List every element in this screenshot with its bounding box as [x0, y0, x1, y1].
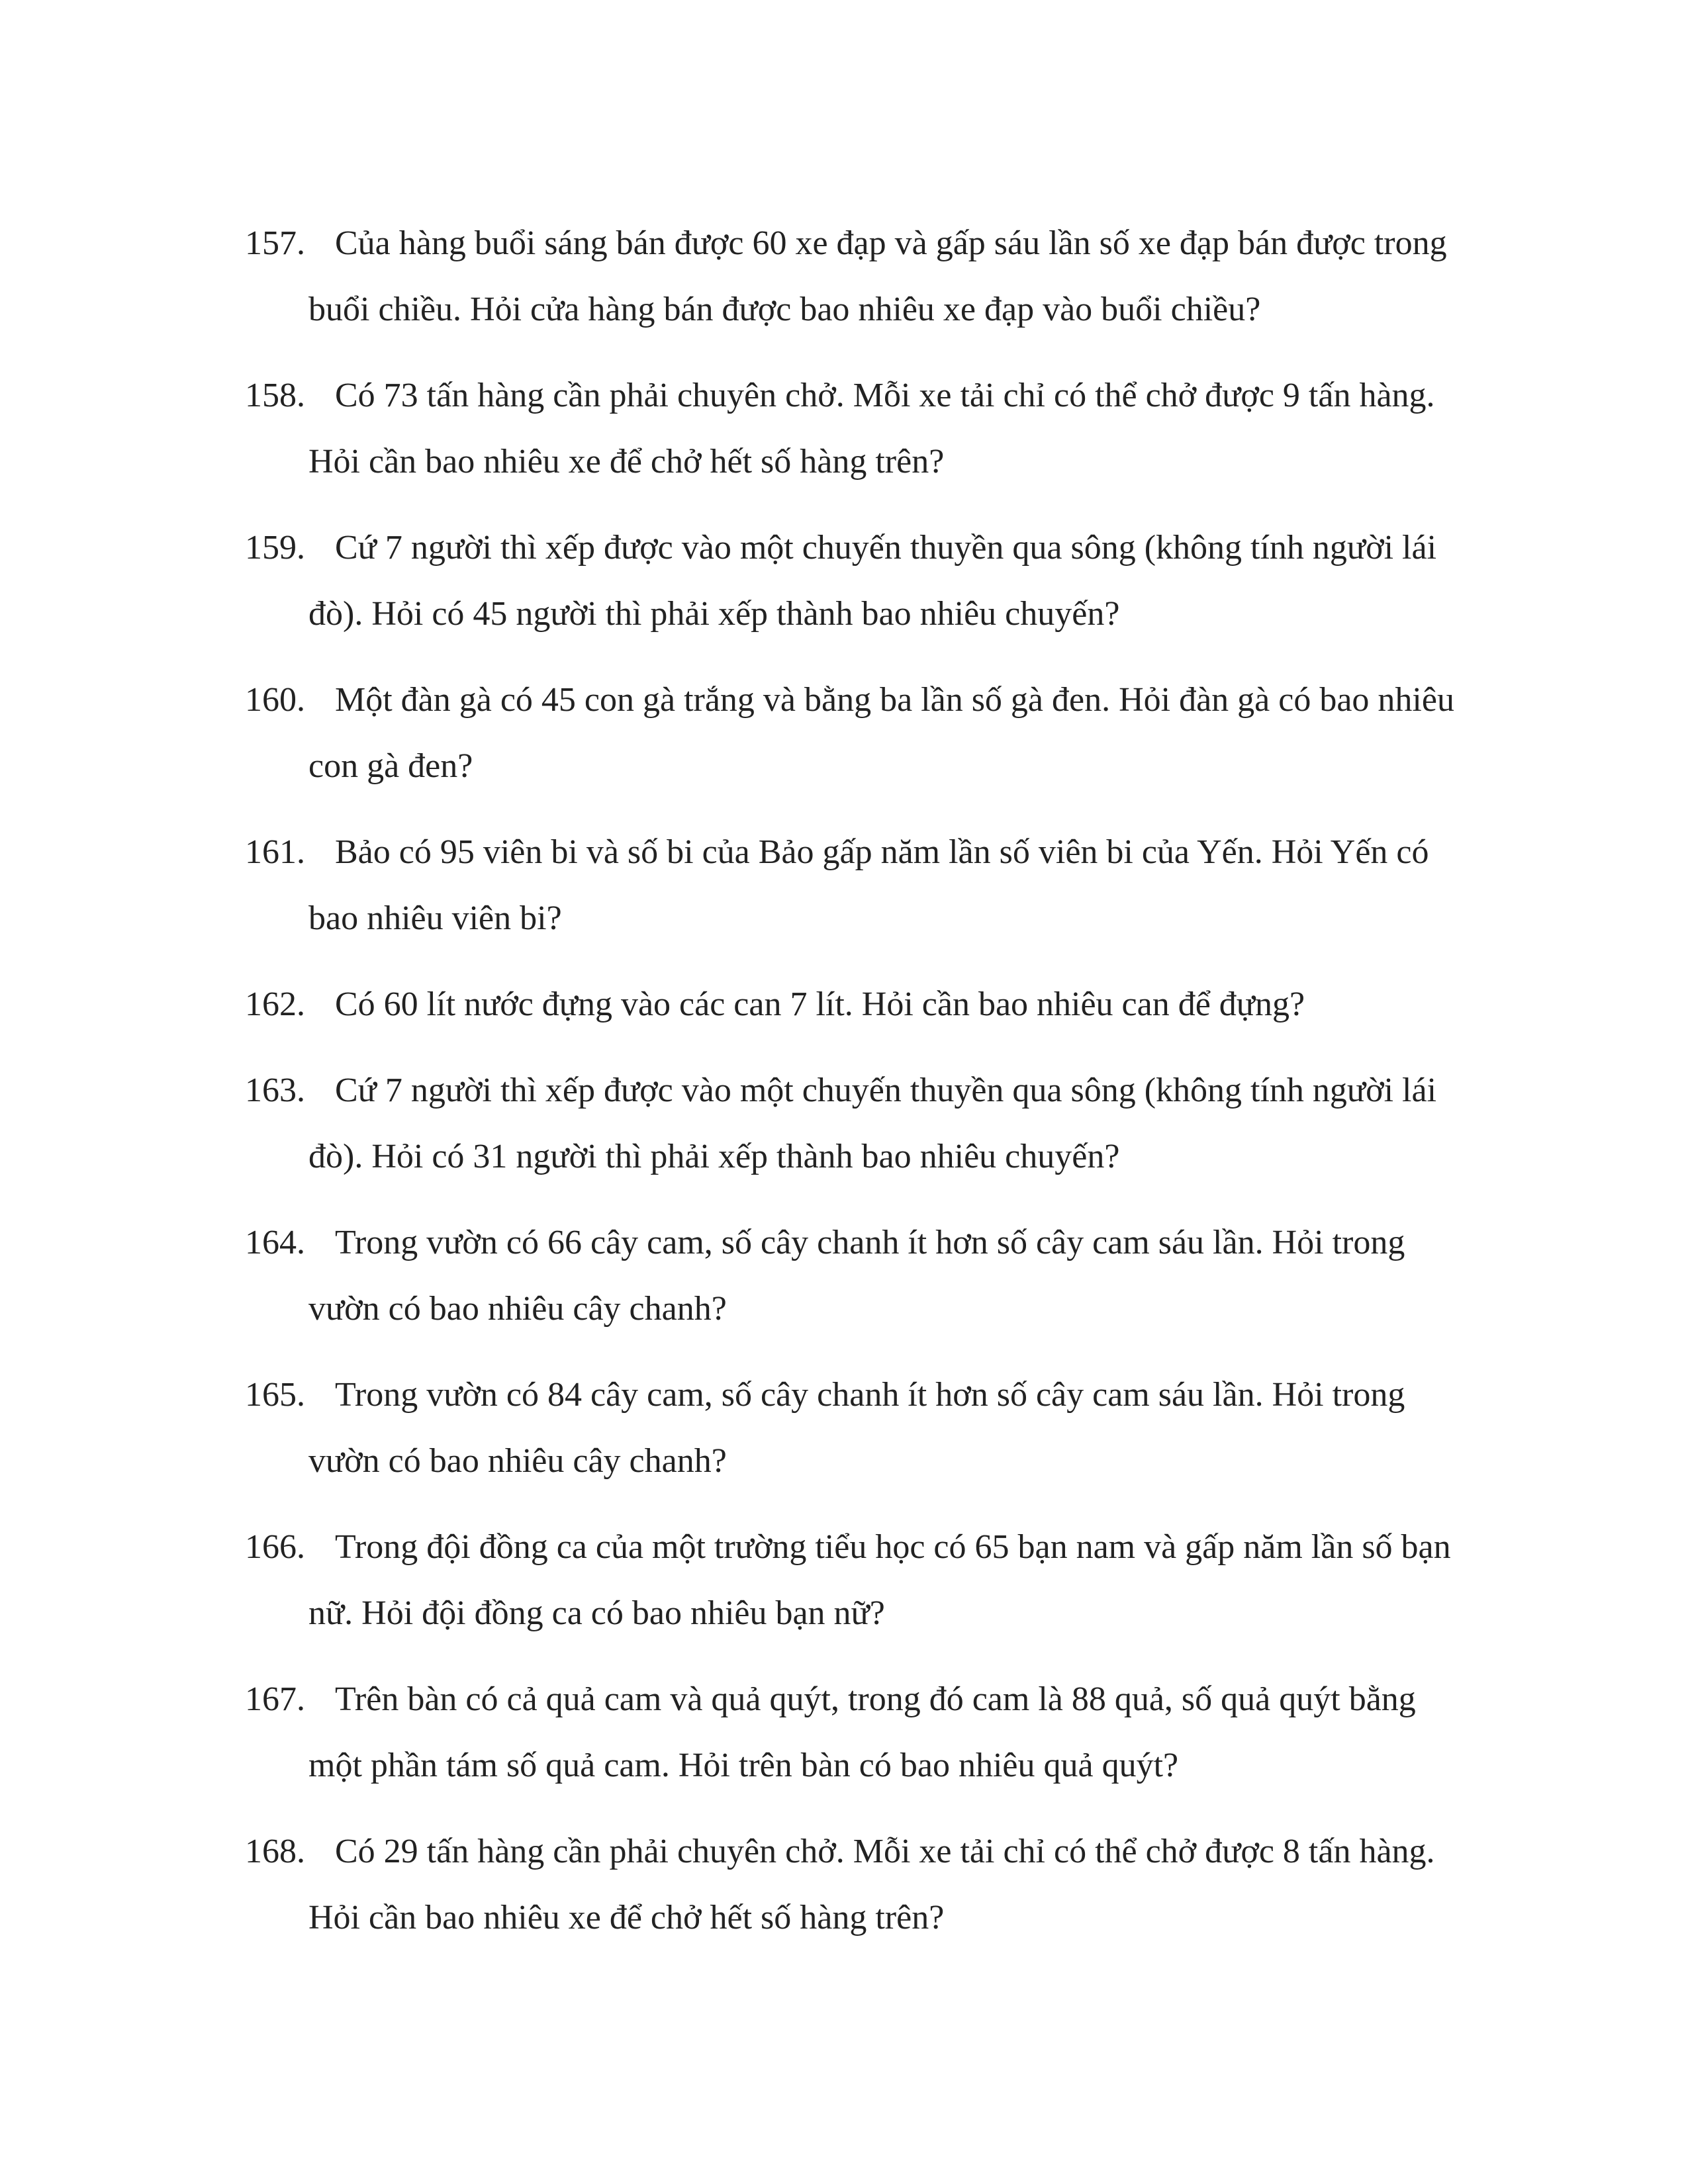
problem-line: con gà đen?: [308, 747, 473, 785]
problem-number: 164.: [245, 1224, 305, 1261]
problem-text: [308, 210, 1489, 343]
problem-item: [245, 1362, 1489, 1494]
problem-line: Của hàng buổi sáng bán được 60 xe đạp và gấp sáu lần số xe đạp bán được trong: [335, 224, 1447, 262]
problem-line: Một đàn gà có 45 con gà trắng và bằng ba lần số gà đen. Hỏi đàn gà có bao nhiêu: [335, 681, 1454, 719]
problem-line: Có 29 tấn hàng cần phải chuyên chở. Mỗi xe tải chỉ có thể chở được 8 tấn hàng.: [335, 1833, 1435, 1870]
problem-number: 160.: [245, 681, 305, 719]
problem-line: Trong vườn có 66 cây cam, số cây chanh ít hơn số cây cam sáu lần. Hỏi trong: [335, 1224, 1405, 1261]
problem-number: 166.: [245, 1528, 305, 1566]
problem-item: [245, 1210, 1489, 1342]
problem-item: [245, 1666, 1489, 1799]
problem-number: 165.: [245, 1376, 305, 1414]
problem-line: bao nhiêu viên bi?: [308, 899, 562, 937]
problem-line: Bảo có 95 viên bi và số bi của Bảo gấp năm lần số viên bi của Yến. Hỏi Yến có: [335, 833, 1429, 871]
problem-item: [245, 210, 1489, 343]
problem-text: [308, 667, 1489, 799]
problem-line: một phần tám số quả cam. Hỏi trên bàn có bao nhiêu quả quýt?: [308, 1747, 1179, 1784]
problem-text: [308, 1058, 1489, 1190]
problem-line: Có 60 lít nước đựng vào các can 7 lít. Hỏi cần bao nhiêu can để đựng?: [335, 985, 1305, 1023]
problem-line: đò). Hỏi có 31 người thì phải xếp thành bao nhiêu chuyến?: [308, 1138, 1120, 1175]
problem-item: [245, 819, 1489, 952]
problem-line: nữ. Hỏi đội đồng ca có bao nhiêu bạn nữ?: [308, 1594, 885, 1632]
problem-number: 157.: [245, 224, 305, 262]
problem-number: 167.: [245, 1680, 305, 1718]
problem-number: 158.: [245, 377, 305, 414]
problem-line: vườn có bao nhiêu cây chanh?: [308, 1442, 727, 1480]
problem-line: buổi chiều. Hỏi cửa hàng bán được bao nhiêu xe đạp vào buổi chiều?: [308, 291, 1261, 328]
problem-text: [322, 972, 1489, 1038]
problem-text: [308, 1210, 1489, 1342]
problem-line: Trong vườn có 84 cây cam, số cây chanh ít hơn số cây cam sáu lần. Hỏi trong: [335, 1376, 1405, 1414]
problem-number: 168.: [245, 1833, 305, 1870]
problem-line: Hỏi cần bao nhiêu xe để chở hết số hàng trên?: [308, 1899, 945, 1936]
problem-number: 159.: [245, 529, 305, 567]
problem-item: [245, 1514, 1489, 1647]
problem-line: Trên bàn có cả quả cam và quả quýt, trong đó cam là 88 quả, số quả quýt bằng: [335, 1680, 1416, 1718]
problem-line: Có 73 tấn hàng cần phải chuyên chở. Mỗi xe tải chỉ có thể chở được 9 tấn hàng.: [335, 377, 1435, 414]
problem-number: 162.: [245, 985, 305, 1023]
problem-text: [308, 1362, 1489, 1494]
problem-item: [245, 667, 1489, 799]
problem-line: Cứ 7 người thì xếp được vào một chuyến thuyền qua sông (không tính người lái: [335, 1071, 1437, 1109]
problem-number: 161.: [245, 833, 305, 871]
problem-item: [245, 515, 1489, 647]
problem-line: đò). Hỏi có 45 người thì phải xếp thành bao nhiêu chuyến?: [308, 595, 1120, 633]
problem-list: [245, 210, 1489, 1971]
problem-line: Trong đội đồng ca của một trường tiểu học có 65 bạn nam và gấp năm lần số bạn: [335, 1528, 1451, 1566]
problem-line: Cứ 7 người thì xếp được vào một chuyến thuyền qua sông (không tính người lái: [335, 529, 1437, 567]
problem-item: [245, 1819, 1489, 1951]
problem-line: vườn có bao nhiêu cây chanh?: [308, 1290, 727, 1328]
problem-item: [245, 972, 1489, 1038]
problem-number: 163.: [245, 1071, 305, 1109]
problem-text: [308, 515, 1489, 647]
problem-text: [308, 1514, 1489, 1647]
problem-item: [245, 363, 1489, 495]
problem-text: [308, 1666, 1489, 1799]
problem-item: [245, 1058, 1489, 1190]
problem-line: Hỏi cần bao nhiêu xe để chở hết số hàng trên?: [308, 443, 945, 480]
problem-text: [308, 819, 1489, 952]
problem-text: [308, 363, 1489, 495]
problem-text: [308, 1819, 1489, 1951]
